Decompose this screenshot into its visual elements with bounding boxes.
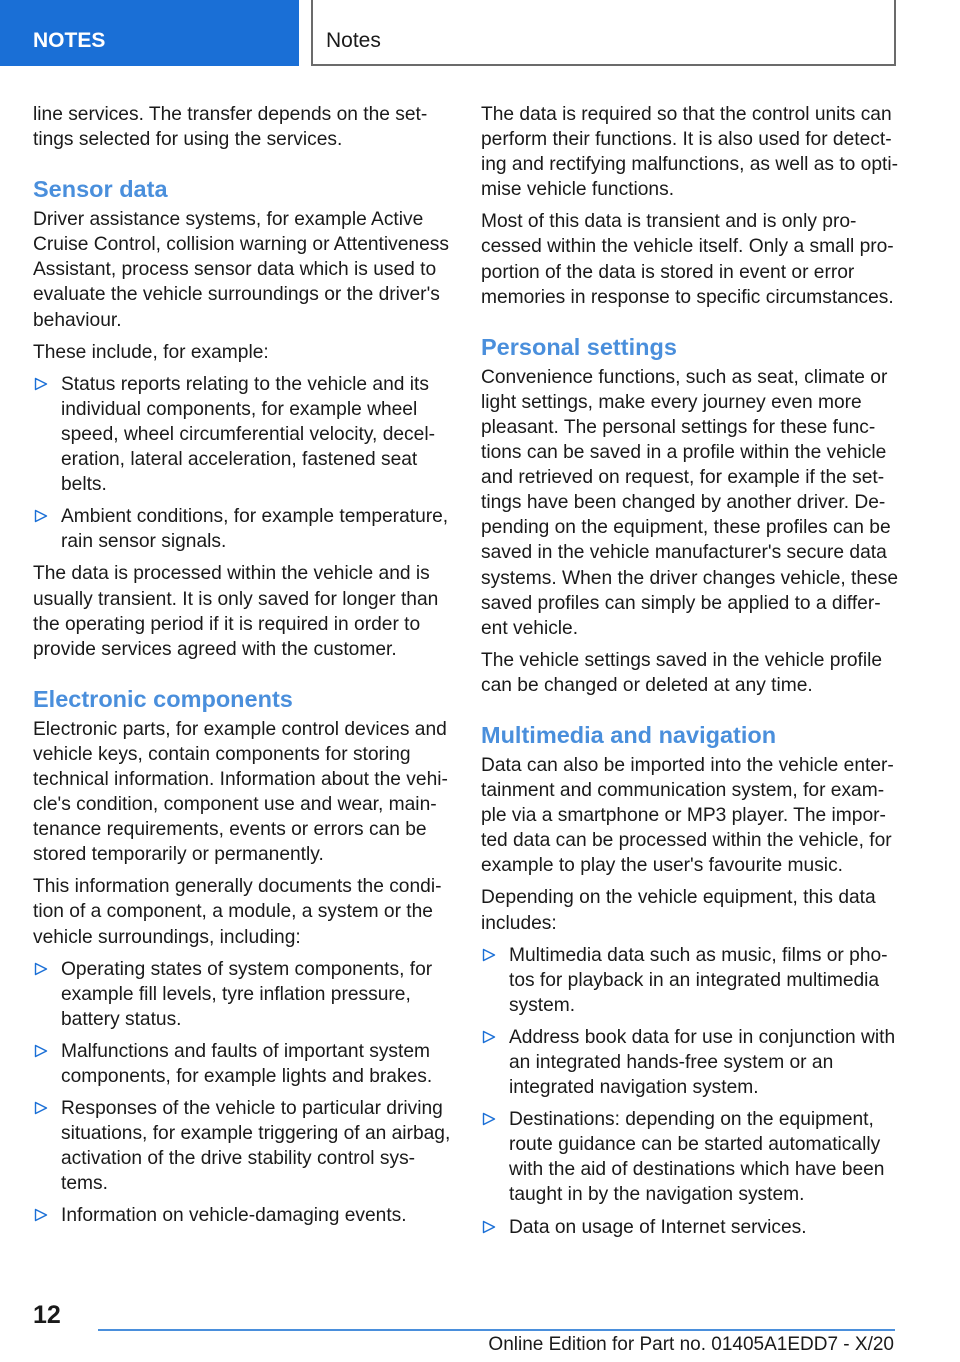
footer-divider bbox=[98, 1329, 895, 1331]
heading-electronic-components: Electronic components bbox=[33, 685, 293, 712]
list-item-text: Address book data for use in conjunction with an integrated hands-free system or an integrated navigation system. bbox=[509, 1026, 896, 1099]
list-item bbox=[481, 943, 899, 1018]
list-item bbox=[33, 504, 451, 554]
triangle-right-icon bbox=[34, 1044, 48, 1058]
paragraph: Most of this data is transient and is only pro-cessed within the vehicle itself. Only a small pro-portion of the data is stored in event or error memories in response to specific circumstances. bbox=[481, 211, 894, 308]
paragraph: Depending on the vehicle equipment, this data includes: bbox=[481, 887, 876, 934]
heading-multimedia-navigation: Multimedia and navigation bbox=[481, 721, 777, 748]
chapter-tab-label: NOTES bbox=[33, 29, 106, 52]
bullet-list bbox=[33, 372, 451, 555]
paragraph: These include, for example: bbox=[33, 341, 269, 363]
paragraph: Data can also be imported into the vehicle enter-tainment and communication system, for exam-ple via a smartphone or MP3 player. The impor-ted data can be processed within the vehicle, for example to play the user's favourite music. bbox=[481, 754, 894, 877]
list-item-text: Malfunctions and faults of important system components, for example lights and brakes. bbox=[61, 1040, 433, 1087]
list-item-text: Multimedia data such as music, films or pho-tos for playback in an integrated multimedia system. bbox=[509, 944, 888, 1016]
triangle-right-icon bbox=[34, 509, 48, 523]
triangle-right-icon bbox=[482, 1220, 496, 1234]
list-item bbox=[33, 372, 451, 497]
paragraph: Driver assistance systems, for example Active Cruise Control, collision warning or Attentiveness Assistant, process sensor data which is used to evaluate the vehicle surroundings or the driver's behaviour. bbox=[33, 209, 449, 331]
paragraph: The data is required so that the control units can perform their functions. It is also used for detect-ing and rectifying malfunctions, as well as to opti-mise vehicle functions. bbox=[481, 104, 899, 201]
list-item-text: Data on usage of Internet services. bbox=[509, 1216, 807, 1238]
right-column bbox=[481, 102, 899, 1247]
section-title-frame bbox=[311, 0, 896, 66]
paragraph: The data is processed within the vehicle and is usually transient. It is only saved for longer than the operating period if it is required in order to provide services agreed with the customer. bbox=[33, 563, 439, 660]
list-item-text: Status reports relating to the vehicle and its individual components, for example wheel speed, wheel circumferential velocity, decel-eration, lateral acceleration, fastened seat belts. bbox=[61, 373, 435, 496]
list-item-text: Operating states of system components, for example fill levels, tyre inflation pressure, battery status. bbox=[61, 958, 433, 1030]
list-item-text: Responses of the vehicle to particular driving situations, for example triggering of an airbag, activation of the drive stability control sys-tems. bbox=[61, 1098, 451, 1195]
paragraph: Convenience functions, such as seat, climate or light settings, make every journey even more pleasant. The personal settings for these func-tions can be saved in a profile within the vehicle and retrieved on request, for example if the set-tings have been changed by another driver. De-pending on the equipment, these profiles can be saved in the vehicle manufacturer's secure data systems. When the driver changes vehicle, these saved profiles can simply be applied to a differ-ent vehicle. bbox=[481, 366, 898, 639]
list-item-text: Information on vehicle-damaging events. bbox=[61, 1205, 407, 1227]
triangle-right-icon bbox=[34, 1208, 48, 1222]
triangle-right-icon bbox=[482, 1112, 496, 1126]
heading-sensor-data: Sensor data bbox=[33, 176, 168, 203]
section-title: Notes bbox=[326, 29, 381, 52]
list-item bbox=[481, 1025, 899, 1100]
chapter-tab[interactable] bbox=[0, 0, 299, 66]
list-item bbox=[481, 1107, 899, 1207]
list-item-text: Ambient conditions, for example temperature, rain sensor signals. bbox=[61, 506, 449, 553]
triangle-right-icon bbox=[34, 1101, 48, 1115]
heading-personal-settings: Personal settings bbox=[481, 333, 677, 360]
triangle-right-icon bbox=[34, 962, 48, 976]
list-item bbox=[33, 1203, 451, 1228]
paragraph: This information generally documents the condi-tion of a component, a module, a system or the vehicle surroundings, including: bbox=[33, 876, 442, 948]
paragraph: The vehicle settings saved in the vehicle profile can be changed or deleted at any time. bbox=[481, 649, 883, 696]
paragraph: Electronic parts, for example control devices and vehicle keys, contain components for storing technical information. Information about the vehi-cle's condition, component use and wear, main-tenance requirements, events or errors can be stored temporarily or permanently. bbox=[33, 718, 448, 866]
list-item bbox=[481, 1215, 899, 1240]
bullet-list bbox=[481, 943, 899, 1240]
list-item bbox=[33, 957, 451, 1032]
list-item-text: Destinations: depending on the equipment, route guidance can be started automatically with the aid of destinations which have been taught in by the navigation system. bbox=[509, 1109, 885, 1206]
list-item bbox=[33, 1039, 451, 1089]
page-header bbox=[0, 0, 960, 66]
left-column bbox=[33, 102, 451, 1236]
bullet-list bbox=[33, 957, 451, 1229]
page-number: 12 bbox=[33, 1301, 61, 1329]
intro-paragraph: line services. The transfer depends on the set-tings selected for using the services. bbox=[33, 104, 428, 151]
footer-edition: Online Edition for Part no. 01405A1EDD7 - X/20 bbox=[488, 1334, 894, 1355]
triangle-right-icon bbox=[482, 948, 496, 962]
triangle-right-icon bbox=[482, 1030, 496, 1044]
list-item bbox=[33, 1096, 451, 1196]
triangle-right-icon bbox=[34, 377, 48, 391]
